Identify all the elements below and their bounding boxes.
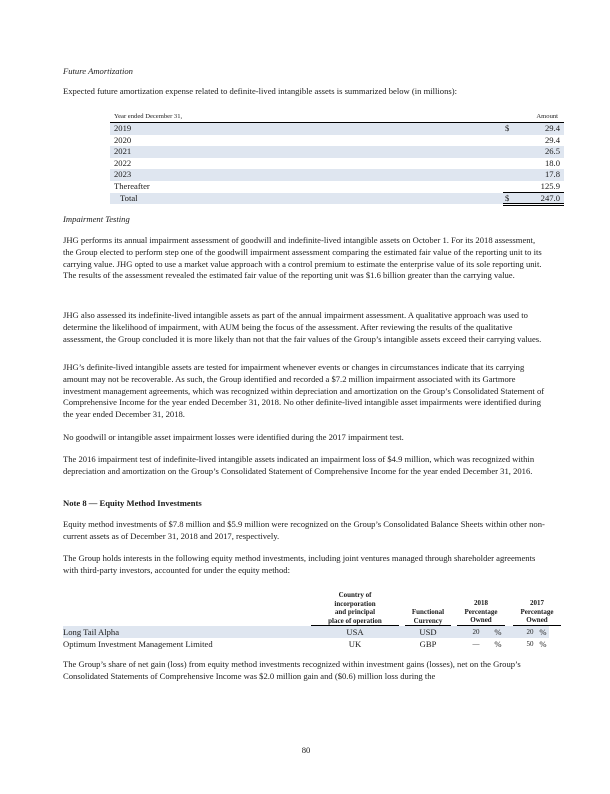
currency-cell: GBP	[419, 639, 437, 649]
dollar-sign: $	[505, 123, 510, 133]
amortization-table	[110, 112, 564, 204]
country-cell: USA	[346, 627, 364, 637]
impairment-paragraph-4: No goodwill or intangible asset impairment losses were identified during the 2017 impairment test.	[63, 432, 404, 442]
dollar-sign: $	[505, 192, 510, 203]
total-double-rule	[503, 205, 564, 206]
currency-column-header	[405, 608, 451, 626]
row-label: 2023	[114, 169, 132, 180]
row-amount: 29.4	[544, 134, 560, 145]
row-label: Thereafter	[114, 180, 150, 191]
pct-2017-cell: 50	[526, 640, 534, 648]
row-label: 2020	[114, 134, 132, 145]
percent-sign: %	[539, 627, 547, 637]
investment-name: Long Tail Alpha	[63, 627, 120, 637]
row-amount: 17.8	[544, 169, 560, 180]
table-row	[63, 638, 549, 650]
percent-sign: %	[494, 627, 502, 637]
year-column-header: Year ended December 31,	[114, 113, 183, 120]
impairment-paragraph-2: JHG also assessed its indefinite-lived intangible assets as part of the annual impairment assessment. A qualitative approach was used to determine the likelihood of impairment, with AUM being the focus of the assessment. After reviewing the results of the qualitative assessment, the Group concluded it is more likely than not that the fair values of the Group’s intangible assets exceed their carrying values.	[63, 310, 542, 344]
impairment-testing-heading: Impairment Testing	[63, 214, 130, 224]
currency-cell: USD	[419, 627, 437, 637]
row-label: 2019	[114, 123, 132, 133]
total-row	[110, 193, 564, 205]
table-row	[110, 135, 564, 147]
row-label: 2022	[114, 157, 132, 168]
impairment-paragraph-3: JHG’s definite-lived intangible assets are tested for impairment whenever events or changes in circumstances indicate that its carrying amount may not be recoverable. As such, the Group identified and recorded a $7.2 million impairment associated with its Gartmore investment management agreements, which was recognized within depreciation and amortization on the Group’s Consolidated Statement of Comprehensive Income for the year ended December 31, 2018. No other definite-lived intangible asset impairments were identified during the year ended December 31, 2018.	[63, 362, 545, 420]
row-amount: 125.9	[540, 180, 560, 191]
amount-column-header: Amount	[536, 113, 558, 120]
investment-name: Optimum Investment Management Limited	[63, 639, 213, 649]
header-line: 2018	[474, 599, 488, 607]
page-number: 80	[301, 745, 311, 755]
table-row	[63, 626, 549, 638]
pct-2018-column-header	[457, 599, 505, 626]
future-amortization-heading: Future Amortization	[63, 66, 133, 76]
table-row	[110, 181, 564, 193]
note8-paragraph-1: Equity method investments of $7.8 million and $5.9 million were recognized on the Group’s Consolidated Balance Sheets within other non-current assets as of December 31, 2018 and 2017, respectively.	[63, 519, 545, 541]
country-column-header	[311, 591, 399, 626]
total-amount: 247.0	[540, 192, 560, 203]
pct-2018-cell: 20	[472, 628, 480, 636]
percent-sign: %	[539, 639, 547, 649]
row-amount: 18.0	[544, 157, 560, 168]
pct-2017-cell: 20	[526, 628, 534, 636]
country-cell: UK	[348, 639, 362, 649]
header-line: Percentage	[520, 607, 554, 616]
table-row	[110, 146, 564, 158]
table-row	[110, 169, 564, 181]
pct-2018-cell: —	[472, 640, 480, 648]
header-line: Owned	[513, 616, 561, 626]
note8-heading: Note 8 — Equity Method Investments	[63, 498, 202, 508]
row-amount: 26.5	[544, 146, 560, 157]
header-line: 2017	[530, 599, 544, 607]
header-line: Functional	[411, 608, 445, 616]
table-row	[110, 123, 564, 135]
impairment-paragraph-1: JHG performs its annual impairment assessment of goodwill and indefinite-lived intangible assets on October 1. For its 2018 assessment, the Group elected to perform step one of the goodwill impairment assessment comparing the estimated fair value of the reporting unit to its carrying value. JHG opted to use a market value approach with a control premium to estimate the enterprise value of its sole reporting unit. The results of the assessment revealed the estimated fair value of the reporting unit was $1.6 billion greater than the carrying value.	[63, 235, 542, 281]
impairment-paragraph-5: The 2016 impairment test of indefinite-lived intangible assets indicated an impairment loss of $4.9 million, which was recognized within depreciation and amortization on the Group’s Consolidated Statement of Comprehensive Income for the year ended December 31, 2016.	[63, 454, 535, 476]
pct-2017-column-header	[513, 599, 561, 626]
header-line: and principal	[334, 608, 376, 617]
percent-sign: %	[494, 639, 502, 649]
row-amount: 29.4	[544, 123, 560, 133]
header-line: Currency	[405, 617, 451, 627]
amortization-table-header	[110, 112, 564, 123]
total-label: Total	[120, 192, 138, 203]
future-amortization-intro: Expected future amortization expense related to definite-lived intangible assets is summarized below (in millions):	[63, 86, 457, 96]
table-row	[110, 158, 564, 170]
header-line: Owned	[457, 616, 505, 626]
note8-paragraph-3: The Group’s share of net gain (loss) from equity method investments recognized within investment gains (losses), net on the Group’s Consolidated Statements of Comprehensive Income was $2.0 million gain and ($0.6) million loss during the	[63, 659, 521, 681]
row-label: 2021	[114, 146, 132, 157]
note8-paragraph-2: The Group holds interests in the following equity method investments, including joint ventures managed through shareholder agreements with third-party investors, accounted for under the equity method:	[63, 553, 536, 575]
header-line: place of operation	[311, 617, 399, 627]
header-line: incorporation	[334, 599, 376, 608]
header-line: Percentage	[464, 607, 498, 616]
total-rule	[503, 203, 564, 204]
header-line: Country of	[338, 591, 372, 599]
